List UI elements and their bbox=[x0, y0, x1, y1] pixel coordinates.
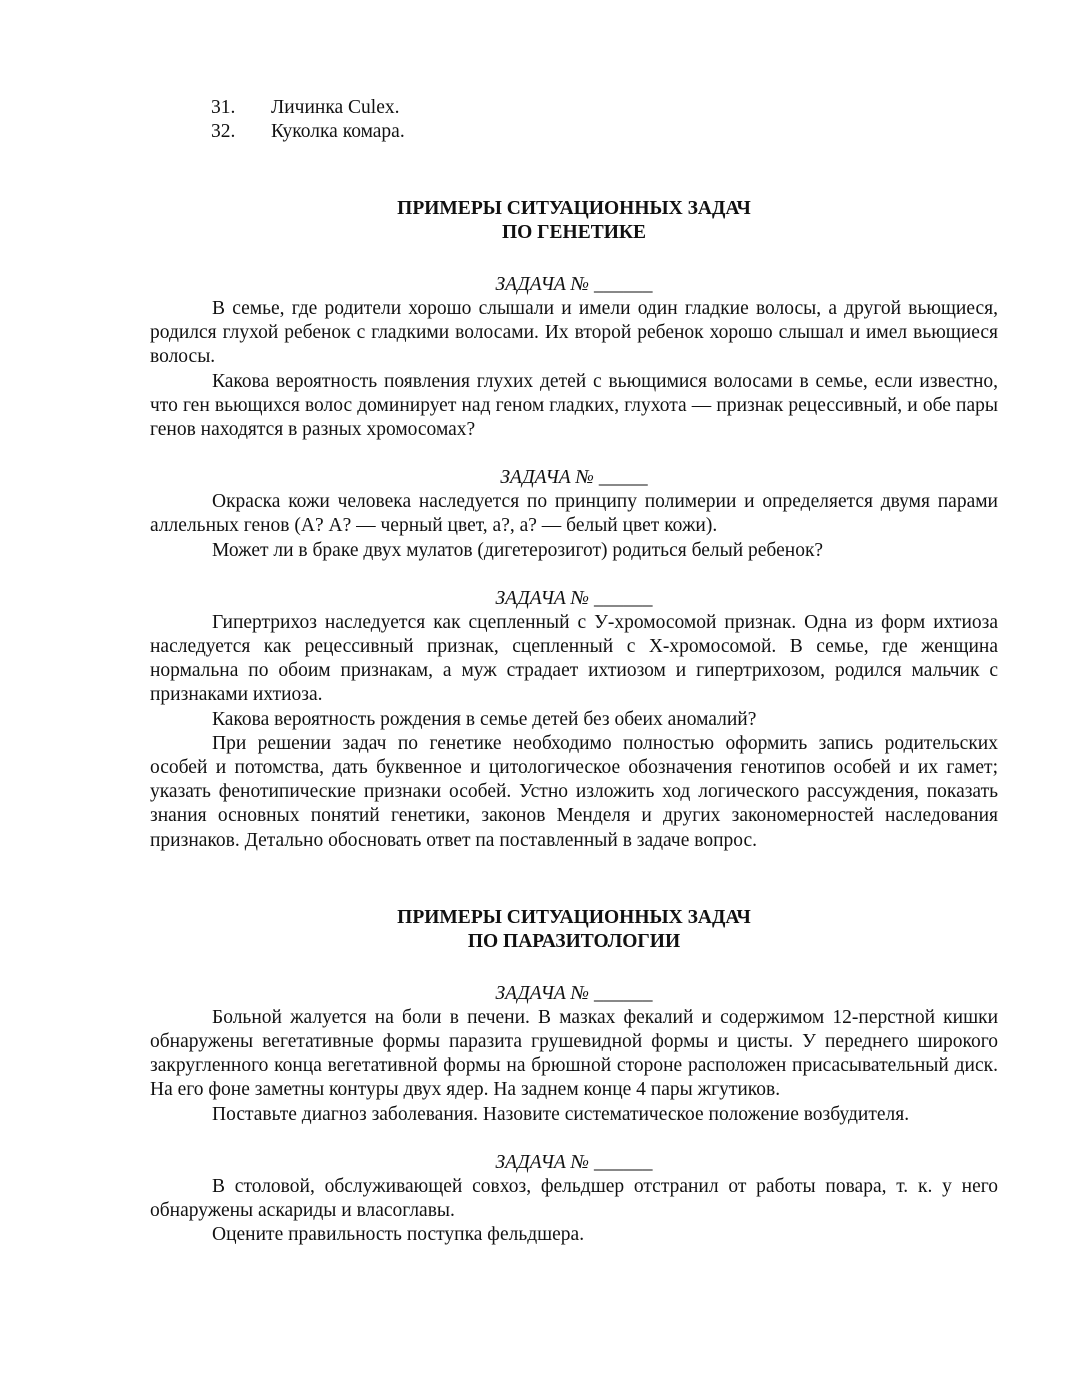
task-paragraph: Гипертрихоз наследуется как сцепленный с У-хромосомой признак. Одна из форм ихтиоза наследуется как рецессивный признак, сцепленный с Х-хромосомой. В семье, где женщина нормальна по обоим признакам, а муж страдает ихтиозом и гипертрихозом, родился мальчик с признаками ихтиоза. bbox=[150, 611, 998, 706]
list-item-number: 32. bbox=[211, 121, 236, 142]
task-paragraph: При решении задач по генетике необходимо полностью оформить запись родительских особей и потомства, дать буквенное и цитологическое обозначения генотипов особей и их гамет; указать фенотипические признаки особей. Устно изложить ход логического рассуждения, показать знания основных понятий генетики, законов Менделя и других закономерностей наследования признаков. Детально обосновать ответ па поставленный в задаче вопрос. bbox=[150, 732, 998, 851]
task-title bbox=[150, 982, 998, 1006]
list-item-number: 31. bbox=[211, 97, 236, 118]
section-heading-line2: ПО ПАРАЗИТОЛОГИИ bbox=[467, 930, 681, 952]
genetics-section bbox=[150, 197, 998, 853]
task-block bbox=[150, 982, 998, 1127]
task-title bbox=[150, 466, 998, 490]
numbered-list bbox=[150, 96, 998, 144]
task-paragraph: Может ли в браке двух мулатов (дигетерозигот) родиться белый ребенок? bbox=[212, 539, 824, 561]
task-paragraph: Поставьте диагноз заболевания. Назовите систематическое положение возбудителя. bbox=[212, 1103, 910, 1125]
task-block bbox=[150, 466, 998, 563]
task-paragraph: В семье, где родители хорошо слышали и имели один гладкие волосы, а другой вьющиеся, родился глухой ребенок с гладкими волосами. Их второй ребенок хорошо слышал и имел вьющиеся волосы. bbox=[150, 298, 998, 368]
list-item bbox=[150, 96, 998, 120]
task-block bbox=[150, 1151, 998, 1248]
task-paragraph: Оцените правильность поступка фельдшера. bbox=[212, 1224, 585, 1246]
task-number-blank: ______ bbox=[593, 1151, 653, 1173]
list-item-text: Личинка Culex. bbox=[271, 97, 400, 118]
task-title-label: ЗАДАЧА № bbox=[500, 467, 594, 489]
task-title bbox=[150, 273, 998, 297]
task-number-blank: ______ bbox=[593, 274, 653, 295]
section-heading-line2: ПО ГЕНЕТИКЕ bbox=[501, 222, 647, 243]
parasitology-section bbox=[150, 906, 998, 1248]
task-block bbox=[150, 587, 998, 853]
task-number-blank: ______ bbox=[593, 587, 653, 609]
task-paragraph: Окраска кожи человека наследуется по принципу полимерии и определяется двумя парами аллельных генов (А? А? — черный цвет, а?, а? — белый цвет кожи). bbox=[150, 491, 998, 537]
section-heading-line1: ПРИМЕРЫ СИТУАЦИОННЫХ ЗАДАЧ bbox=[397, 198, 751, 219]
task-title bbox=[150, 587, 998, 611]
task-title bbox=[150, 1151, 998, 1175]
task-paragraph: Больной жалуется на боли в печени. В мазках фекалий и содержимом 12-перстной кишки обнаружены вегетативные формы паразита грушевидной формы и цисты. У переднего широкого закругленного конца вегетативной формы на брюшной стороне расположен присасывательный диск. На его фоне заметны контуры двух ядер. На заднем конце 4 пары жгутиков. bbox=[150, 1006, 998, 1101]
section-heading-line1: ПРИМЕРЫ СИТУАЦИОННЫХ ЗАДАЧ bbox=[397, 906, 751, 928]
task-paragraph: Какова вероятность рождения в семье детей без обеих аномалий? bbox=[212, 708, 757, 730]
document-page bbox=[150, 96, 998, 1247]
task-block bbox=[150, 273, 998, 442]
task-number-blank: _____ bbox=[598, 467, 648, 489]
task-title-label: ЗАДАЧА № bbox=[495, 587, 590, 609]
task-paragraph: Какова вероятность появления глухих детей с вьющимися волосами в семье, если известно, что ген вьющихся волос доминирует над геном гладких, глухота — признак рецессивный, и обе пары генов находятся в разных хромосомах? bbox=[150, 370, 998, 441]
list-item-text: Куколка комара. bbox=[271, 121, 405, 142]
task-number-blank: ______ bbox=[593, 982, 653, 1004]
list-item bbox=[150, 120, 998, 144]
task-title-label: ЗАДАЧА № bbox=[495, 982, 590, 1004]
task-title-label: ЗАДАЧА № bbox=[495, 1151, 590, 1173]
task-title-label: ЗАДАЧА № bbox=[495, 274, 590, 295]
task-paragraph: В столовой, обслуживающей совхоз, фельдшер отстранил от работы повара, т. к. у него обнаружены аскариды и власоглавы. bbox=[150, 1175, 998, 1222]
